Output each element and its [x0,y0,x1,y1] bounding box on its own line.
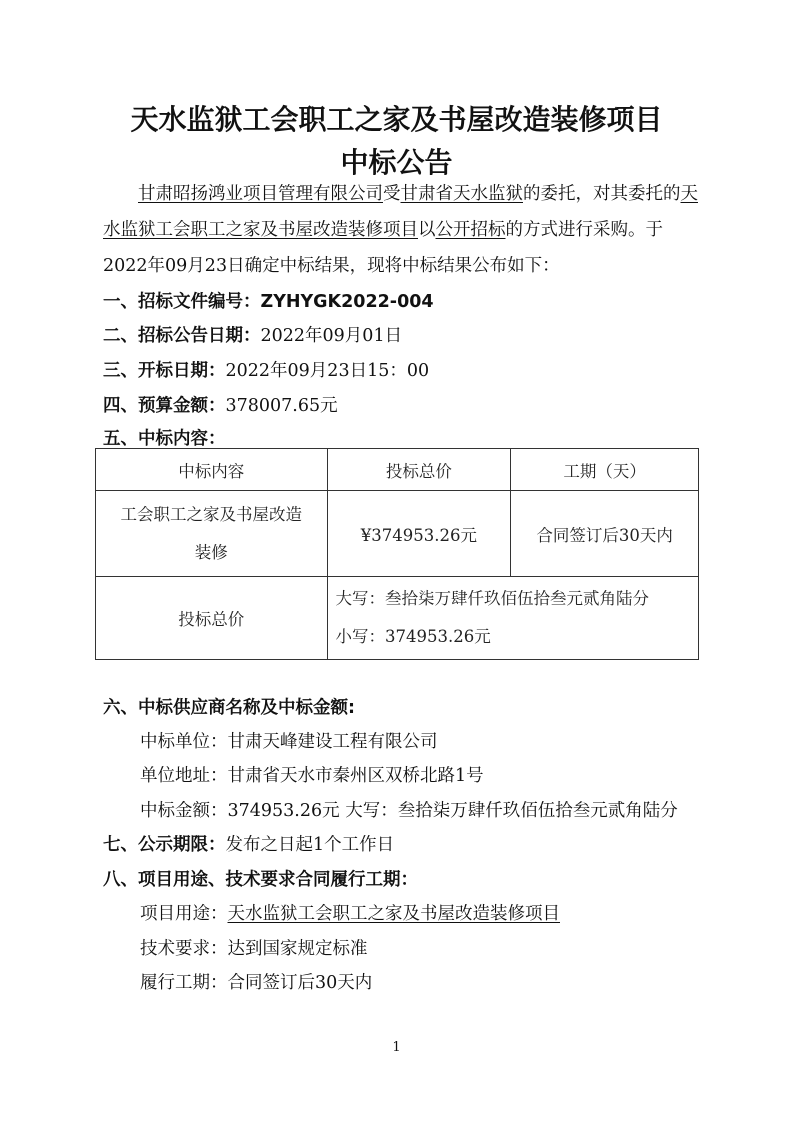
intro-paragraph [103,176,703,284]
section-publicity-period [103,831,394,856]
cell-price: ¥374953.26元 [327,491,511,577]
cell-total-value [327,577,699,660]
project-use [140,900,560,925]
intro-text-4: 的方式进行采购。于2022年09月23日确定中标结果，现将中标结果公布如下： [103,220,663,276]
client-name: 甘肃省天水监狱 [400,184,523,204]
performance-period: 履行工期：合同签订后30天内 [140,973,373,993]
section-winner [103,694,355,719]
intro-text-2: 的委托，对其委托的 [523,184,681,204]
section-label: 二、招标公告日期： [103,326,261,346]
section-announcement-date [103,322,402,347]
intro-text-1: 受 [383,184,401,204]
section-project-usage [103,866,418,891]
header-content: 中标内容 [96,449,328,491]
content-line-2: 装修 [194,542,228,562]
page-number: 1 [392,1040,401,1055]
section-budget [103,392,338,417]
section-tender-number [103,288,434,313]
table-row [96,577,699,660]
section-label: 八、项目用途、技术要求合同履行工期： [103,870,418,890]
section-bid-content [103,425,226,450]
intro-text-3: 以 [418,220,436,240]
total-upper: 大写：叁拾柒万肆仟玖佰伍拾叁元贰角陆分 [335,589,649,608]
budget-amount: 378007.65元 [225,396,338,416]
document-subtitle: 中标公告 [340,146,453,179]
bid-table [95,448,699,660]
document-title: 天水监狱工会职工之家及书屋改造装修项目 [130,103,663,136]
technical-requirement: 技术要求：达到国家规定标准 [140,939,368,959]
section-label: 四、预算金额： [103,396,226,416]
agent-name: 甘肃昭扬鸿业项目管理有限公司 [138,184,383,204]
opening-date: 2022年09月23日15：00 [225,361,430,381]
section-label: 六、中标供应商名称及中标金额: [103,698,355,718]
table-header-row [96,449,699,491]
cell-total-label: 投标总价 [96,577,328,660]
cell-content [96,491,328,577]
section-label: 三、开标日期： [103,361,226,381]
header-period: 工期（天） [511,449,699,491]
section-label: 五、中标内容： [103,429,226,449]
use-label: 项目用途： [140,904,228,924]
header-price: 投标总价 [327,449,511,491]
tender-number: ZYHYGK2022-004 [260,292,434,312]
project-name: 天水监狱工会职工之家及书屋改造装修项目 [103,184,698,240]
procurement-method: 公开招标 [435,220,506,240]
section-label: 七、公示期限： [103,835,226,855]
winner-address: 单位地址：甘肃省天水市秦州区双桥北路1号 [140,766,484,786]
content-line-1: 工会职工之家及书屋改造 [120,504,302,524]
total-lower: 小写：374953.26元 [335,627,491,646]
announcement-date: 2022年09月01日 [260,326,403,346]
table-row [96,491,699,577]
publicity-period: 发布之日起1个工作日 [225,835,395,855]
section-opening-date [103,357,429,382]
winner-unit: 中标单位：甘肃天峰建设工程有限公司 [140,732,438,752]
section-label: 一、招标文件编号： [103,292,261,312]
cell-period: 合同签订后30天内 [511,491,699,577]
winner-amount: 中标金额：374953.26元 大写：叁拾柒万肆仟玖佰伍拾叁元贰角陆分 [140,801,678,821]
use-value: 天水监狱工会职工之家及书屋改造装修项目 [227,904,560,924]
